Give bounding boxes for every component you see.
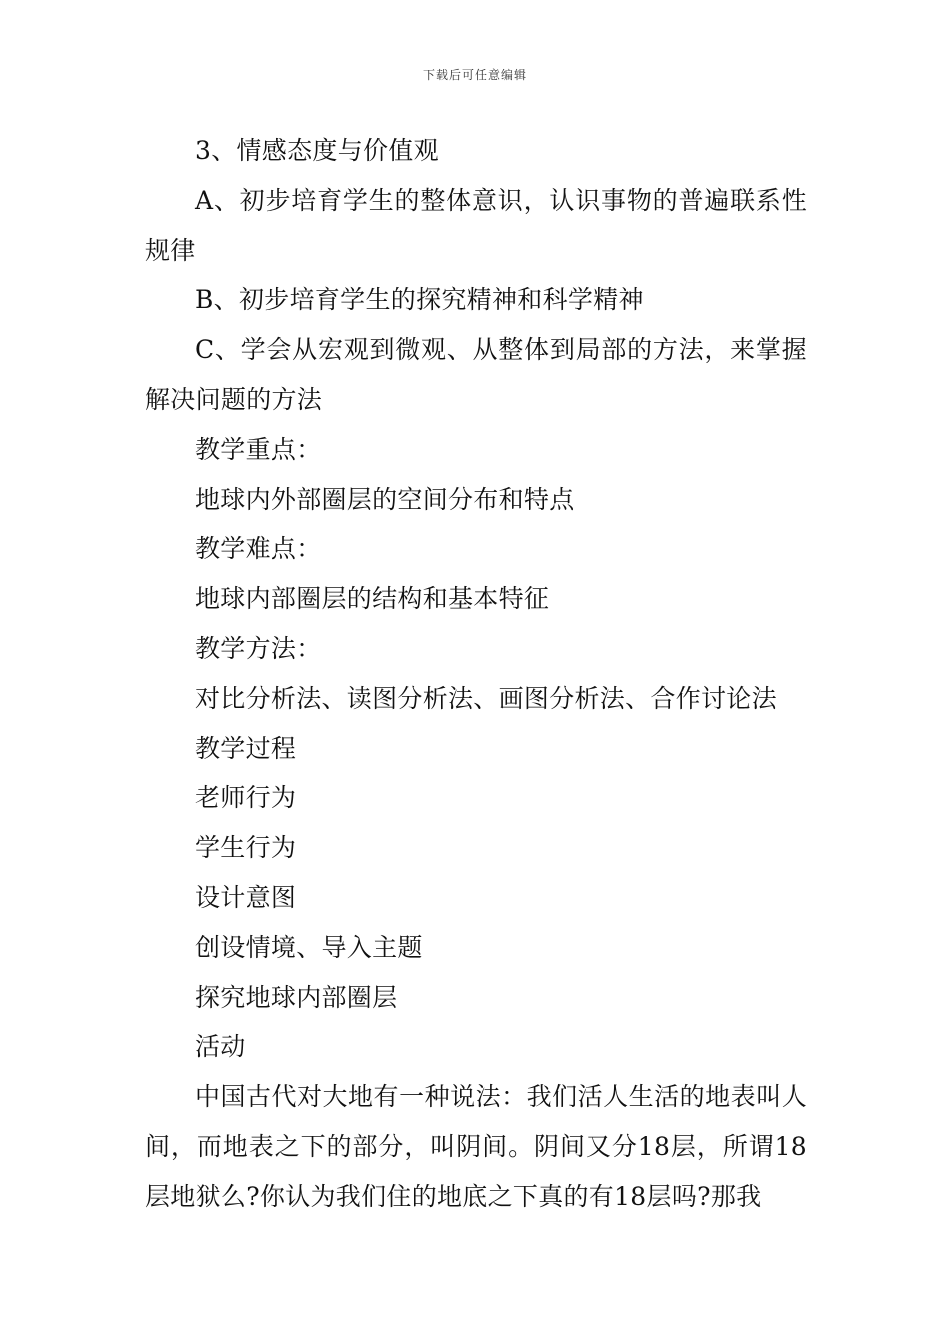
objective-b: B、初步培育学生的探究精神和科学精神	[195, 285, 644, 315]
activity-label: 活动	[195, 1032, 246, 1062]
page-header: 下载后可任意编辑	[422, 68, 527, 82]
difficult-points-text: 地球内部圈层的结构和基本特征	[195, 584, 550, 614]
intro-topic: 创设情境、导入主题	[195, 932, 423, 962]
objective-c: C、学会从宏观到微观、从整体到局部的方法，来掌握解决问题的方法	[145, 335, 807, 414]
explore-interior: 探究地球内部圈层	[195, 982, 398, 1012]
activity-text: 中国古代对大地有一种说法：我们活人生活的地表叫人间，而地表之下的部分，叫阴间。阴间又分18层，所谓18层地狱么?你认为我们住的地底之下真的有18层吗?那我	[145, 1082, 807, 1211]
key-points-label: 教学重点：	[195, 434, 322, 464]
difficult-points-label: 教学难点：	[195, 534, 322, 564]
key-points-text: 地球内外部圈层的空间分布和特点	[195, 484, 575, 514]
methods-text: 对比分析法、读图分析法、画图分析法、合作讨论法	[195, 683, 777, 713]
document-body	[145, 126, 807, 1222]
section-heading-attitudes: 3、情感态度与价值观	[195, 136, 439, 165]
process-label: 教学过程	[195, 733, 297, 763]
methods-label: 教学方法：	[195, 633, 322, 663]
student-behavior-label: 学生行为	[195, 833, 297, 863]
teacher-behavior-label: 老师行为	[195, 783, 297, 813]
design-intent-label: 设计意图	[195, 882, 297, 912]
objective-a: A、初步培育学生的整体意识，认识事物的普遍联系性规律	[145, 185, 807, 265]
